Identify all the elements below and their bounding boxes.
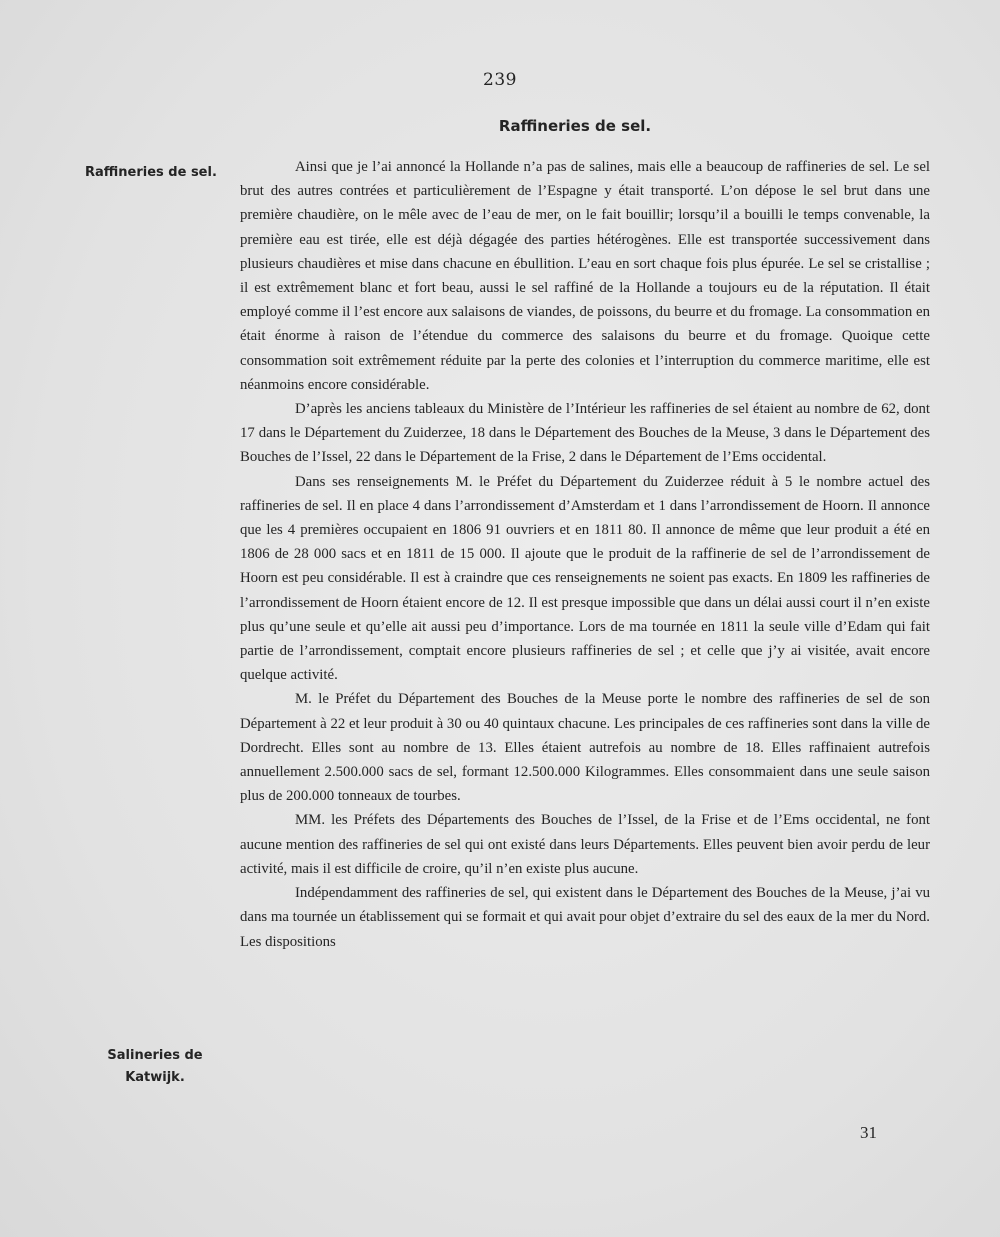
section-heading: Raffineries de sel.	[498, 117, 652, 135]
paragraph: D’après les anciens tableaux du Ministère de l’Intérieur les raffineries de sel étaient au nombre de 62, dont 17 dans le Département du Zuiderzee, 18 dans le Département des Bouches de la Meuse, 3 dans le Département des Bouches de l’Issel, 22 dans le Département de la Frise, 2 dans le Département de l’Ems occidental.	[240, 401, 930, 466]
page-number: 239	[483, 70, 517, 90]
body-text	[240, 155, 930, 954]
paragraph: Ainsi que je l’ai annoncé la Hollande n’a pas de salines, mais elle a beaucoup de raffineries de sel. Le sel brut des autres contrées et particulièrement de l’Espagne y était transporté. L’on dépose le sel brut dans une première chaudière, on le mêle avec de l’eau de mer, on le fait bouillir; lorsqu’il a bouilli le temps convenable, la première eau est tirée, elle est déjà dégagée des parties hétérogènes. Elle est transportée successivement dans plusieurs chaudières et mise dans chacune en ébullition. L’eau en sort chaque fois plus épurée. Le sel se cristallise ; il est extrêmement blanc et fort beau, aussi le sel raffiné de la Hollande a toujours eu de la réputation. Il était employé comme il l’est encore aux salaisons de viandes, de poissons, du beurre et du fromage. La consommation en était énorme à raison de l’étendue du commerce des salaisons du beurre et du fromage. Quoique cette consommation soit extrêmement réduite par la perte des colonies et l’interruption du commerce maritime, elle est néanmoins encore considérable.	[240, 159, 930, 393]
paragraph: Dans ses renseignements M. le Préfet du Département du Zuiderzee réduit à 5 le nombre actuel des raffineries de sel. Il en place 4 dans l’arrondissement d’Amsterdam et 1 dans l’arrondissement de Hoorn. Il annonce que les 4 premières occupaient en 1806 91 ouvriers et en 1811 80. Il annonce de même que leur produit a été en 1806 de 28 000 sacs et en 1811 de 15 000. Il ajoute que le produit de la raffinerie de sel de l’arrondissement de Hoorn est peu considérable. Il est à craindre que ces renseignements ne soient pas exacts. En 1809 les raffineries de l’arrondissement de Hoorn étaient encore de 12. Il est presque impossible que dans un délai aussi court il n’en existe plus qu’une seule et qu’elle ait aussi peu d’importance. Lors de ma tournée en 1811 la seule ville d’Edam qui fait partie de l’arrondissement, comptait encore plusieurs raffineries de sel ; et celle que j’y ai visitée, avait encore quelque activité.	[240, 473, 930, 684]
paragraph: M. le Préfet du Département des Bouches de la Meuse porte le nombre des raffineries de sel de son Département à 22 et leur produit à 30 ou 40 quintaux chacune. Les principales de ces raffineries sont dans la ville de Dordrecht. Elles sont au nombre de 13. Elles étaient autrefois au nombre de 18. Elles raffinaient autrefois annuellement 2.500.000 sacs de sel, formant 12.500.000 Kilogrammes. Elles consommaient dans une seule saison plus de 200.000 tonneaux de tourbes.	[240, 691, 930, 805]
paragraph: Indépendamment des raffineries de sel, qui existent dans le Département des Bouches de la Meuse, j’ai vu dans ma tournée un établissement qui se formait et qui avait pour objet d’extraire du sel des eaux de la mer du Nord. Les dispositions	[240, 885, 930, 950]
margin-note-salineries: Salineries de Katwijk.	[107, 1048, 203, 1085]
signature-number: 31	[860, 1123, 877, 1142]
margin-note-raffineries: Raffineries de sel.	[85, 165, 217, 180]
paragraph: MM. les Préfets des Départements des Bouches de l’Issel, de la Frise et de l’Ems occidental, ne font aucune mention des raffineries de sel qui ont existé dans leurs Départements. Elles peuvent bien avoir perdu de leur activité, mais il est difficile de croire, qu’il n’en existe plus aucune.	[240, 812, 930, 877]
